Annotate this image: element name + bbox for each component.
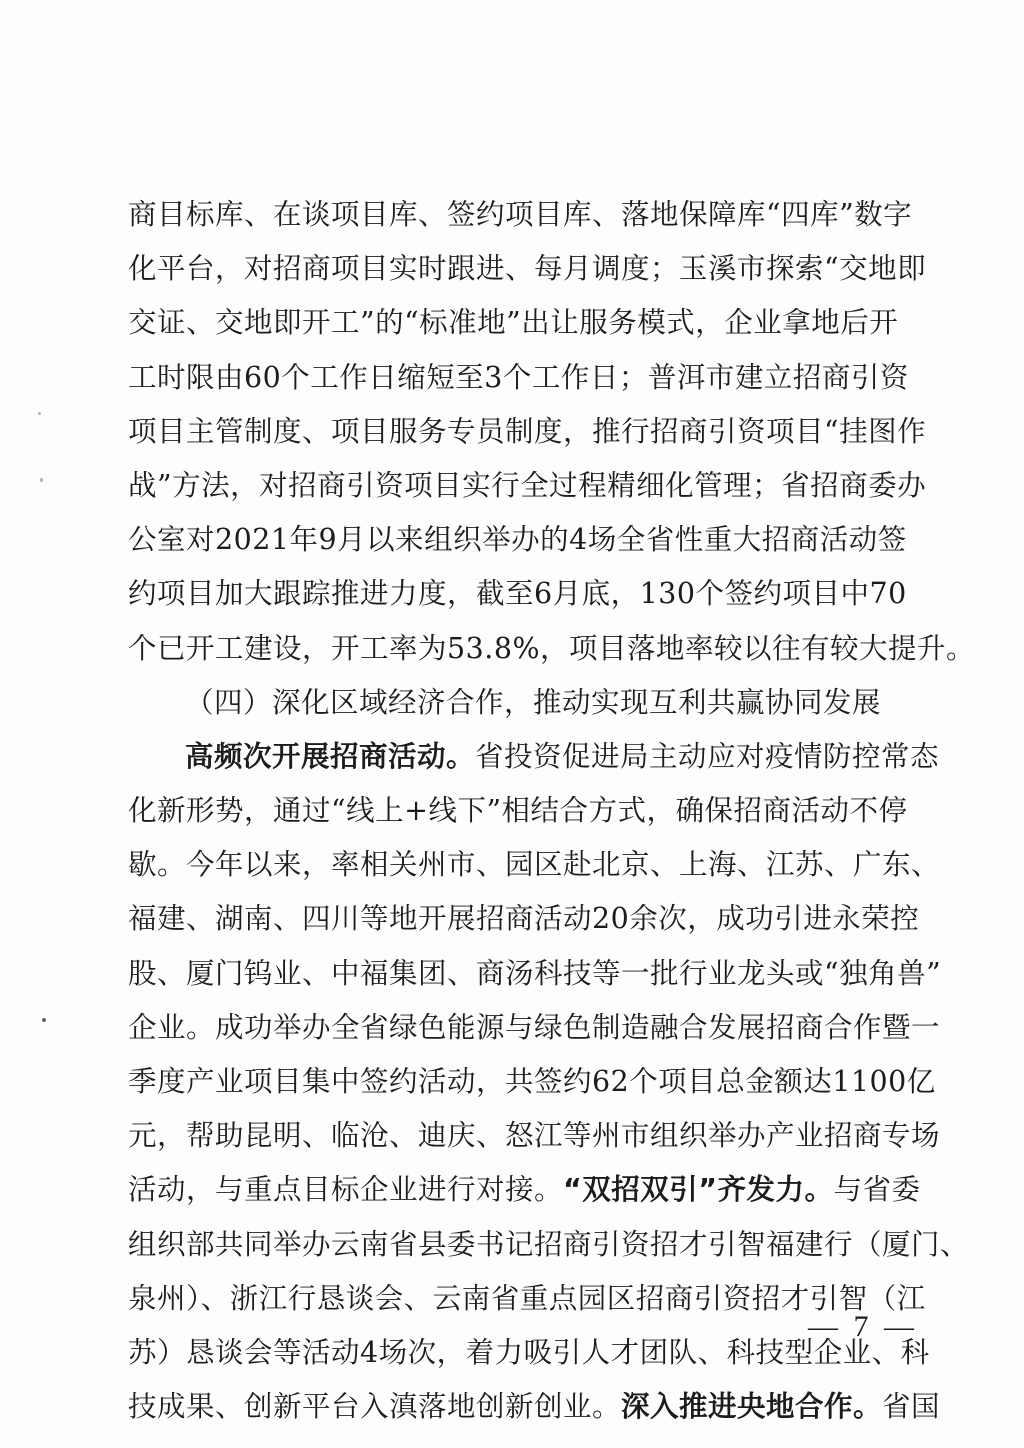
scan-speck bbox=[40, 478, 43, 482]
text-line: 苏）恳谈会等活动4场次，着力吸引人才团队、科技型企业、科 bbox=[128, 1335, 930, 1369]
text-span: 技成果、创新平台入滇落地创新创业。 bbox=[128, 1390, 622, 1424]
text-line: 化新形势，通过“线上+线下”相结合方式，确保招商活动不停 bbox=[128, 794, 908, 828]
scan-speck bbox=[38, 412, 41, 415]
paragraph-first-line bbox=[128, 730, 940, 784]
text-line: 企业。成功举办全省绿色能源与绿色制造融合发展招商合作暨一 bbox=[128, 1010, 941, 1044]
section-heading: （四）深化区域经济合作，推动实现互利共赢协同发展 bbox=[185, 685, 882, 719]
text-line: 化平台，对招商项目实时跟进、每月调度；玉溪市探索“交地即 bbox=[128, 252, 927, 286]
mixed-text-line bbox=[128, 1163, 921, 1217]
text-span: 活动，与重点目标企业进行对接。 bbox=[128, 1173, 564, 1207]
mixed-text-line bbox=[128, 1380, 941, 1434]
bold-lead-phrase: 深入推进央地合作。 bbox=[621, 1390, 883, 1424]
text-span: 与省委 bbox=[833, 1173, 921, 1207]
text-line: 约项目加大跟踪推进力度，截至6月底，130个签约项目中70 bbox=[128, 577, 907, 611]
text-span: 省国 bbox=[882, 1390, 941, 1424]
page-number: — 7 — bbox=[808, 1310, 918, 1343]
text-line: 元，帮助昆明、临沧、迪庆、怒江等州市组织举办产业招商专场 bbox=[128, 1119, 941, 1153]
text-line: 歇。今年以来，率相关州市、园区赴北京、上海、江苏、广东、 bbox=[128, 848, 941, 882]
text-line: 战”方法，对招商引资项目实行全过程精细化管理；省招商委办 bbox=[128, 468, 927, 502]
text-line: 商目标库、在谈项目库、签约项目库、落地保障库“四库”数字 bbox=[128, 198, 913, 231]
text-line: 组织部共同举办云南省县委书记招商引资招才引智福建行（厦门、 bbox=[128, 1227, 970, 1261]
bold-lead-phrase: 高频次开展招商活动。 bbox=[185, 739, 476, 773]
text-line: 个已开工建设，开工率为53.8%，项目落地率较以往有较大提升。 bbox=[128, 631, 976, 665]
text-line: 项目主管制度、项目服务专员制度，推行招商引资项目“挂图作 bbox=[128, 414, 927, 448]
bold-lead-phrase: “双招双引”齐发力。 bbox=[563, 1173, 834, 1207]
text-line: 泉州）、浙江行恳谈会、云南省重点园区招商引资招才引智（江 bbox=[128, 1281, 926, 1315]
text-line: 公室对2021年9月以来组织举办的4场全省性重大招商活动签 bbox=[128, 523, 907, 557]
text-line: 交证、交地即开工”的“标准地”出让服务模式，企业拿地后开 bbox=[128, 306, 899, 340]
text-span: 省投资促进局主动应对疫情防控常态 bbox=[475, 739, 940, 773]
text-line: 季度产业项目集中签约活动，共签约62个项目总金额达1100亿 bbox=[128, 1065, 936, 1098]
body-text bbox=[128, 188, 976, 1434]
text-line: 工时限由60个工作日缩短至3个工作日；普洱市建立招商引资 bbox=[128, 360, 909, 394]
text-line: 福建、湖南、四川等地开展招商活动20余次，成功引进永荣控 bbox=[128, 902, 920, 936]
text-line: 股、厦门钨业、中福集团、商汤科技等一批行业龙头或“独角兽” bbox=[128, 956, 942, 990]
scan-speck bbox=[42, 1018, 46, 1022]
